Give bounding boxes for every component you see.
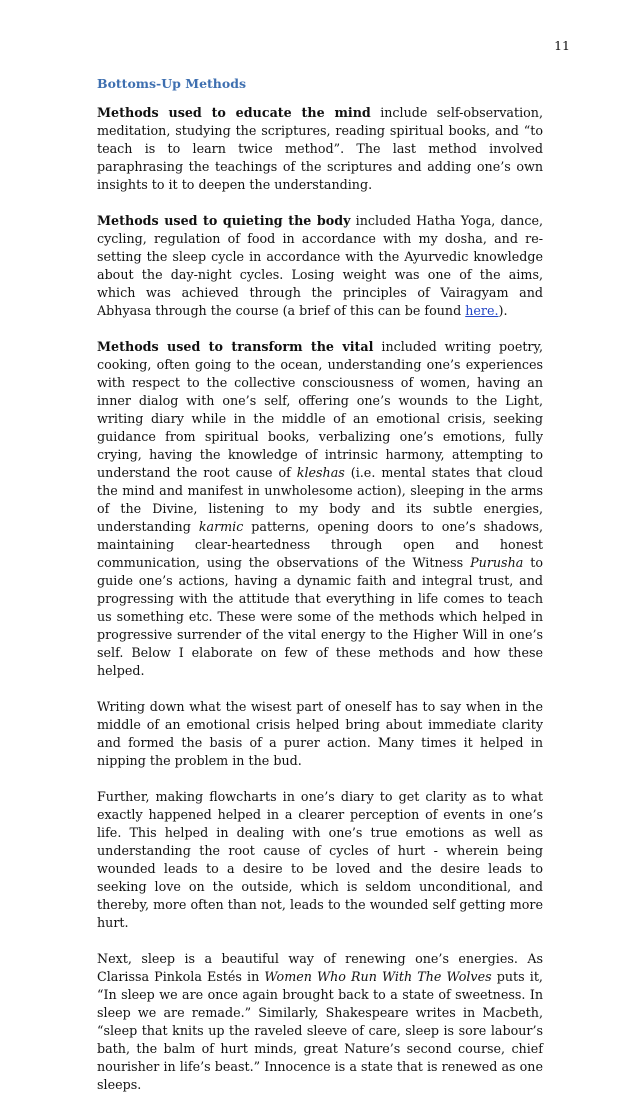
paragraph-body: [97, 212, 543, 320]
italic-term: karmic: [198, 519, 244, 534]
paragraph-text: include self-observation, meditation, studying the scriptures, reading spiritual books, and “to teach is to learn twice method”. The last method involved paraphrasing the teachings of the scriptures and adding one’s own insights to it to deepen the understanding.: [97, 105, 543, 192]
paragraph-text: (i.e. mental states that cloud the mind and manifest in unwholesome action), sleeping in the arms of the Divine, listening to my body and its subtle energies, understanding: [97, 465, 543, 534]
paragraph-lead: Methods used to quieting the body: [97, 213, 351, 228]
page-number: 11: [554, 38, 570, 53]
paragraph-text: to guide one’s actions, having a dynamic faith and integral trust, and progressing with the attitude that everything in life comes to teach us something etc. These were some of the methods which helped in progressive surrender of the vital energy to the Higher Will in one’s self. Below I elaborate on few of these methods and how these helped.: [97, 555, 543, 678]
paragraph-text: ).: [498, 303, 508, 318]
paragraph-text: included Hatha Yoga, dance, cycling, regulation of food in accordance with my dosha, and re-setting the sleep cycle in accordance with the Ayurvedic knowledge about the day-night cycles. Losing weight was one of the aims, which was achieved through the principles of Vairagyam and Abhyasa through the course (a brief of this can be found: [97, 213, 543, 318]
paragraph-text: Next, sleep is a beautiful way of renewing one’s energies. As Clarissa Pinkola Estés in: [97, 951, 543, 984]
section-heading: Bottoms-Up Methods: [97, 76, 246, 91]
paragraph-sleep: [97, 950, 543, 1094]
paragraph-vital: [97, 338, 543, 680]
paragraph-mind: [97, 104, 543, 194]
paragraph-flowcharts: Further, making flowcharts in one’s diary to get clarity as to what exactly happened helped in a clearer perception of events in one’s life. This helped in dealing with one’s true emotions as well as understanding the root cause of cycles of hurt - wherein being wounded leads to a desire to be loved and the desire leads to seeking love on the outside, which is seldom unconditional, and thereby, more often than not, leads to the wounded self getting more hurt.: [97, 789, 543, 930]
document-body: [97, 104, 543, 1112]
book-title: Women Who Run With The Wolves: [264, 969, 492, 984]
paragraph-lead: Methods used to educate the mind: [97, 105, 371, 120]
italic-term: Purusha: [470, 555, 524, 570]
paragraph-lead: Methods used to transform the vital: [97, 339, 374, 354]
paragraph-writing: Writing down what the wisest part of oneself has to say when in the middle of an emotional crisis helped bring about immediate clarity and formed the basis of a purer action. Many times it helped in nipping the problem in the bud.: [97, 699, 543, 768]
italic-term: kleshas: [296, 465, 345, 480]
here-link[interactable]: here.: [465, 303, 499, 318]
paragraph-text: included writing poetry, cooking, often going to the ocean, understanding one’s experiences with respect to the collective consciousness of women, having an inner dialog with one’s self, offering one’s wounds to the Light, writing diary while in the middle of an emotional crisis, seeking guidance from spiritual books, verbalizing one’s emotions, fully crying, having the knowledge of intrinsic harmony, attempting to understand the root cause of: [97, 339, 544, 480]
paragraph-text: puts it, “In sleep we are once again brought back to a state of sweetness. In sleep we are remade.” Similarly, Shakespeare writes in Macbeth, “sleep that knits up the raveled sleeve of care, sleep is sore labour’s bath, the balm of hurt minds, great Nature’s second course, chief nourisher in life’s beast.” Innocence is a state that is renewed as one sleeps.: [97, 969, 543, 1092]
paragraph-text: patterns, opening doors to one’s shadows, maintaining clear-heartedness through open and honest communication, using the observations of the Witness: [97, 519, 543, 570]
